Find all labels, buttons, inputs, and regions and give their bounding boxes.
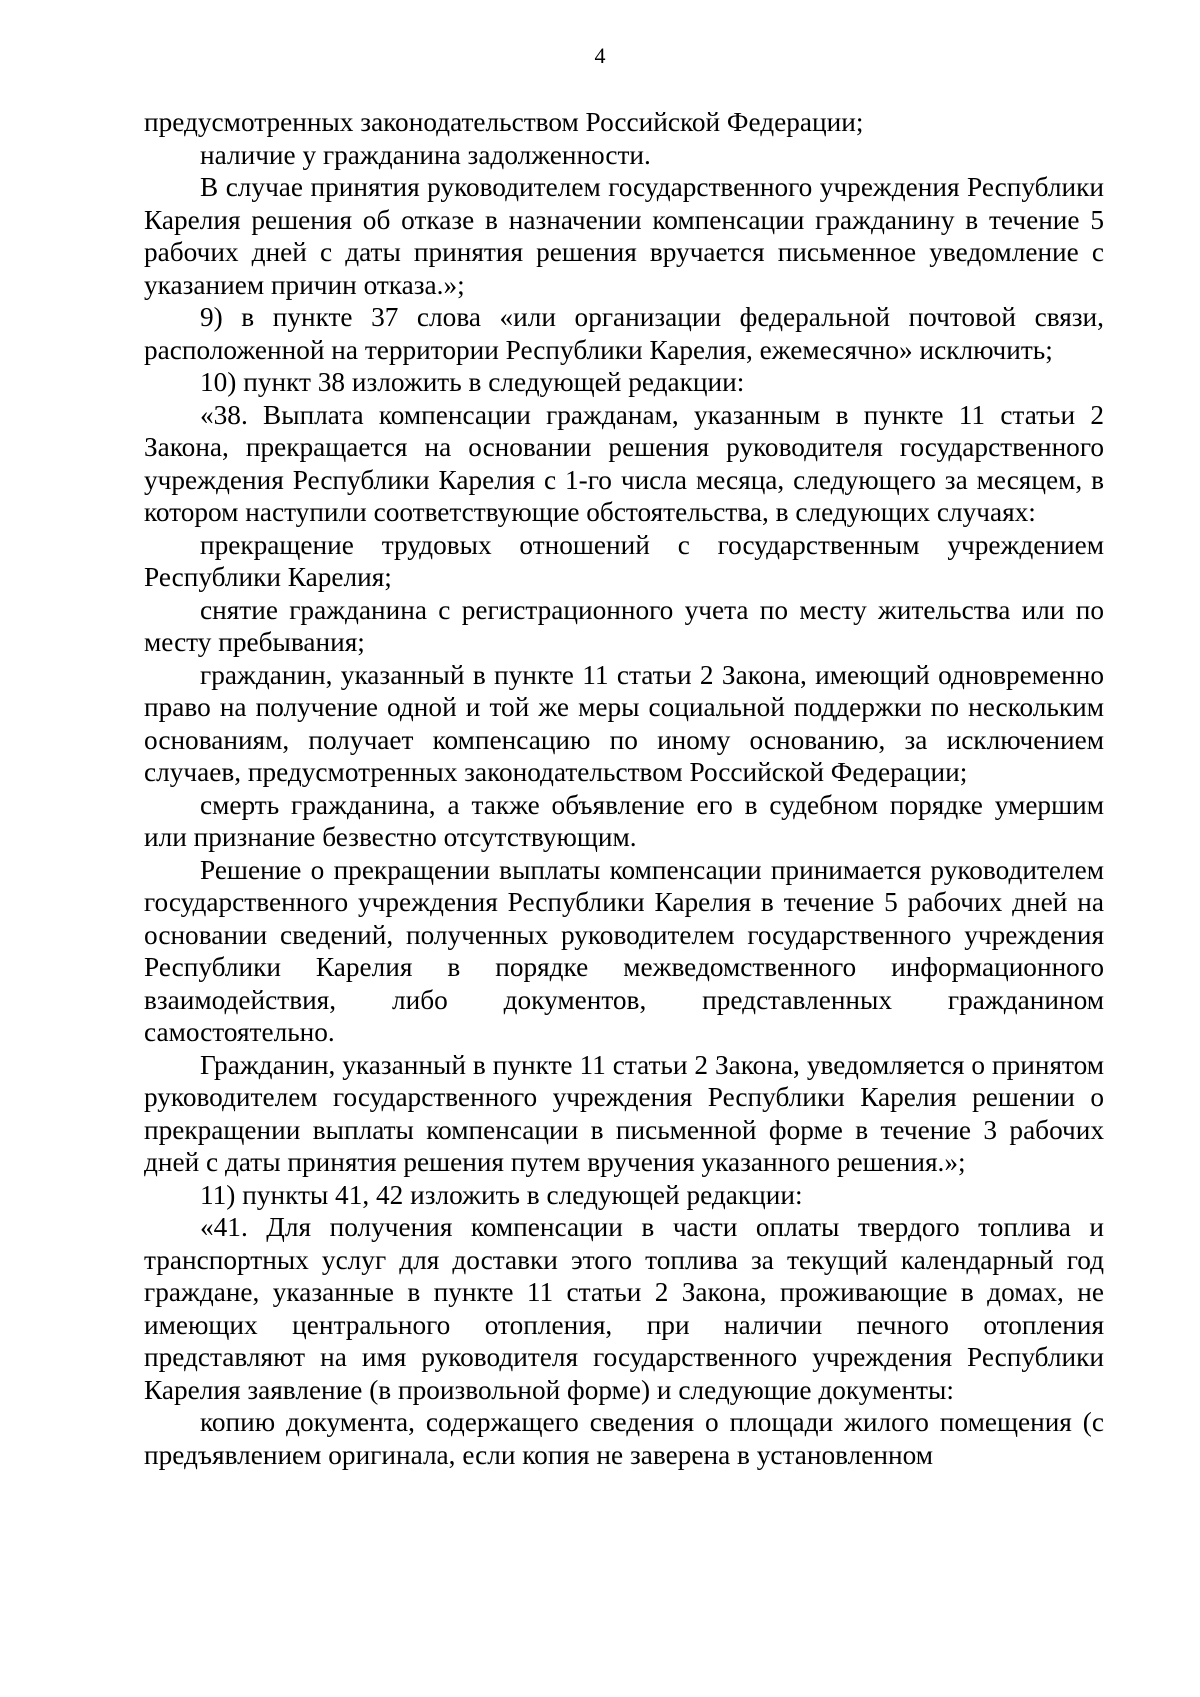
document-body: [144, 106, 1104, 1471]
paragraph: предусмотренных законодательством Российской Федерации;: [144, 107, 864, 137]
paragraph: Решение о прекращении выплаты компенсации принимается руководителем государственного учреждения Республики Карелия в течение 5 рабочих дней на основании сведений, полученных руководителем государственного учреждения Республики Карелия в порядке межведомственного информационного взаимодействия, либо документов, представленных гражданином самостоятельно.: [144, 854, 1104, 1047]
paragraph: «38. Выплата компенсации гражданам, указанным в пункте 11 статьи 2 Закона, прекращается на основании решения руководителя государственного учреждения Республики Карелия с 1-го числа месяца, следующего за месяцем, в котором наступили соответствующие обстоятельства, в следующих случаях:: [144, 399, 1104, 527]
page-number: 4: [594, 43, 606, 68]
paragraph: гражданин, указанный в пункте 11 статьи 2 Закона, имеющий одновременно право на получение одной и той же меры социальной поддержки по нескольким основаниям, получает компенсацию по иному основанию, за исключением случаев, предусмотренных законодательством Российской Федерации;: [144, 659, 1104, 787]
paragraph: смерть гражданина, а также объявление его в судебном порядке умершим или признание безвестно отсутствующим.: [144, 789, 1104, 852]
paragraph: В случае принятия руководителем государственного учреждения Республики Карелия решения об отказе в назначении компенсации гражданину в течение 5 рабочих дней с даты принятия решения вручается письменное уведомление с указанием причин отказа.»;: [144, 172, 1104, 300]
paragraph: прекращение трудовых отношений с государственным учреждением Республики Карелия;: [144, 529, 1104, 592]
paragraph: 10) пункт 38 изложить в следующей редакции:: [200, 367, 745, 397]
paragraph: копию документа, содержащего сведения о площади жилого помещения (с предъявлением оригинала, если копия не заверена в установленном: [144, 1407, 1104, 1470]
paragraph: 11) пункты 41, 42 изложить в следующей редакции:: [200, 1179, 803, 1210]
paragraph: 9) в пункте 37 слова «или организации федеральной почтовой связи, расположенной на территории Республики Карелия, ежемесячно» исключить;: [144, 302, 1104, 365]
paragraph: снятие гражданина с регистрационного учета по месту жительства или по месту пребывания;: [144, 594, 1104, 657]
paragraph: «41. Для получения компенсации в части оплаты твердого топлива и транспортных услуг для доставки этого топлива за текущий календарный год граждане, указанные в пункте 11 статьи 2 Закона, проживающие в домах, не имеющих центрального отопления, при наличии печного отопления представляют на имя руководителя государственного учреждения Республики Карелия заявление (в произвольной форме) и следующие документы:: [144, 1212, 1104, 1405]
paragraph: Гражданин, указанный в пункте 11 статьи 2 Закона, уведомляется о принятом руководителем государственного учреждения Республики Карелия решении о прекращении выплаты компенсации в письменной форме в течение 3 рабочих дней с даты принятия решения путем вручения указанного решения.»;: [144, 1049, 1104, 1177]
paragraph: наличие у гражданина задолженности.: [200, 139, 651, 170]
